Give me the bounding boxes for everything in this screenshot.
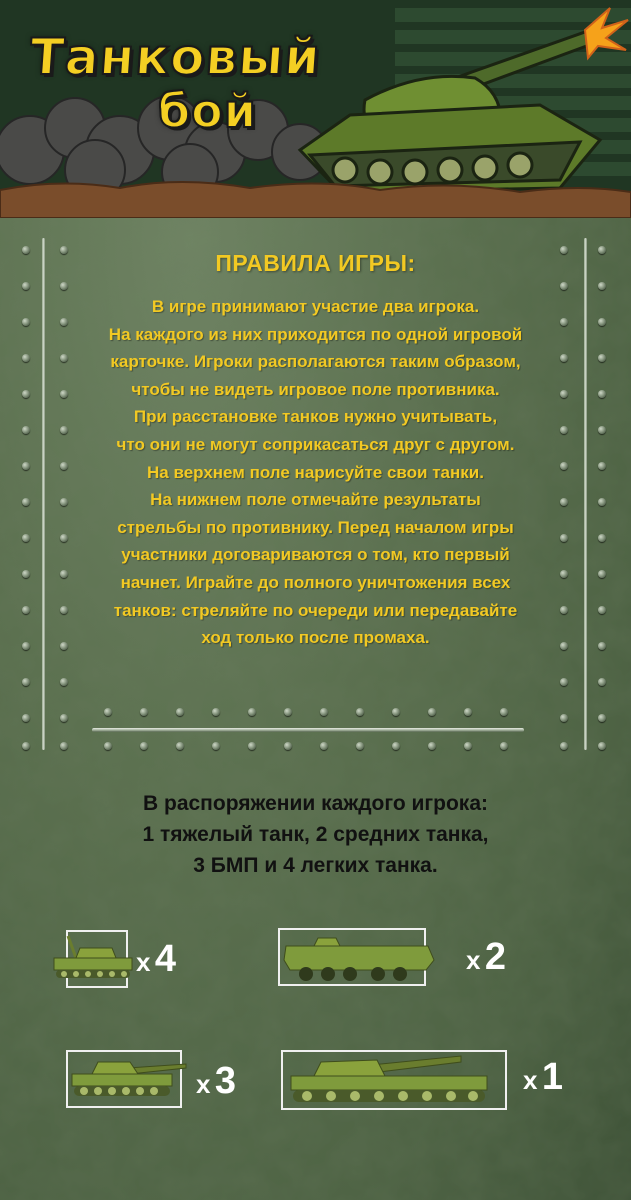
left-rail <box>42 238 45 750</box>
section-divider <box>92 728 524 732</box>
rules-line: чтобы не видеть игровое поле противника. <box>131 379 500 399</box>
fleet-summary <box>0 788 631 881</box>
rules-line: участники договариваются о том, кто первый <box>121 545 510 565</box>
count-value: 3 <box>214 1060 237 1102</box>
rules-line: На нижнем поле отмечайте результаты <box>150 490 481 510</box>
game-title <box>18 28 398 138</box>
count-prefix: x <box>466 945 481 975</box>
rules-line: стрельбы по противнику. Перед началом игры <box>117 517 514 537</box>
unit-heavy-tank <box>281 1048 581 1112</box>
unit-light-tank <box>50 928 200 988</box>
count-value: 1 <box>541 1056 564 1098</box>
rules-line: При расстановке танков нужно учитывать, <box>133 407 498 427</box>
rules-line: что они не могут соприкасаться друг с другом. <box>116 434 515 454</box>
unit-apc <box>278 926 528 988</box>
count-prefix: x <box>196 1069 211 1099</box>
right-rail <box>584 238 587 750</box>
summary-line: 1 тяжелый танк, 2 средних танка, <box>142 823 489 846</box>
heavy-tank-icon <box>281 1048 507 1112</box>
unit-count <box>466 936 506 979</box>
summary-line: В распоряжении каждого игрока: <box>143 792 488 815</box>
rules-body <box>60 293 571 652</box>
count-value: 4 <box>154 938 177 980</box>
bmp-apc-icon <box>278 926 438 988</box>
rules-line: начнет. Играйте до полного уничтожения всех <box>120 572 511 592</box>
light-tank-icon <box>50 928 140 988</box>
rules-line: На верхнем поле нарисуйте свои танки. <box>147 462 484 482</box>
unit-count <box>136 938 176 981</box>
rules-line: карточке. Игроки располагаются таким образом, <box>110 352 521 372</box>
unit-count <box>523 1056 563 1099</box>
rules-line: танков: стреляйте по очереди или передавайте <box>113 600 518 620</box>
rules-line: ход только после промаха. <box>201 628 430 648</box>
unit-medium-tank <box>66 1048 256 1110</box>
medium-tank-icon <box>66 1048 190 1110</box>
summary-line: 3 БМП и 4 легких танка. <box>193 854 438 877</box>
count-prefix: x <box>523 1065 538 1095</box>
header-banner <box>0 0 631 218</box>
rules-line: В игре принимают участие два игрока. <box>151 297 480 316</box>
count-prefix: x <box>136 947 151 977</box>
count-value: 2 <box>484 936 507 978</box>
unit-count <box>196 1060 236 1103</box>
title-line-2: бой <box>158 84 257 138</box>
title-line-1: Танковый <box>27 28 323 86</box>
rules-heading: ПРАВИЛА ИГРЫ: <box>215 250 416 276</box>
rules-line: На каждого из них приходится по одной игровой <box>108 324 523 344</box>
